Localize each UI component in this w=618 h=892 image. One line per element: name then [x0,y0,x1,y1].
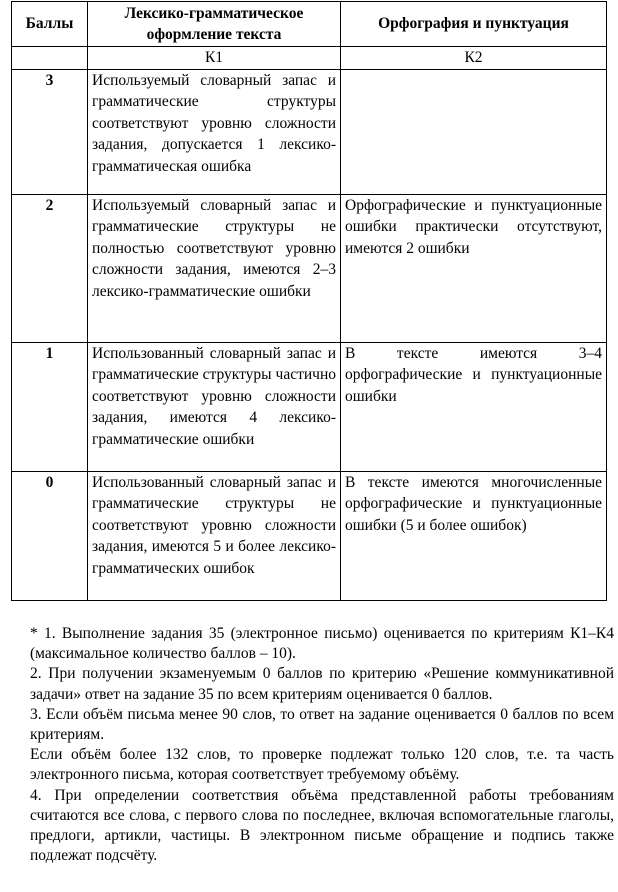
header-score: Баллы [12,2,88,47]
footnote-1: * 1. Выполнение задания 35 (электронное письмо) оценивается по критериям К1–К4 (максимальное количество баллов – 10). [30,625,614,663]
criteria-table [11,1,607,601]
header-row [12,2,607,47]
score-cell: 1 [12,342,88,471]
score-cell: 0 [12,471,88,600]
table-row [12,342,607,471]
k2-cell: Орфографические и пунктуационные ошибки практически отсутствуют, имеются 2 ошибки [341,194,607,342]
footnote-4: 4. При определении соответствия объёма представленной работы требованиям считаются все слова, с первого слова по последнее, включая вспомогательные глаголы, предлоги, артикли, частицы. В электронном письме обращение и подпись также подлежат подсчёту. [30,786,614,865]
criteria-empty-cell [12,47,88,70]
criteria-row [12,47,607,70]
footnote-3: 3. Если объём письма менее 90 слов, то ответ на задание оценивается 0 баллов по всем критериям. [30,705,614,744]
k1-cell: Использованный словарный запас и грамматические структуры не соответствуют уровню сложности задания, имеются 5 и более лексико-грамматических ошибок [88,471,341,600]
score-cell: 3 [12,69,88,194]
criterion-k2: К2 [341,47,607,70]
header-lexical-grammar: Лексико-грамматическое оформление текста [88,2,341,47]
k1-cell: Используемый словарный запас и грамматические структуры соответствуют уровню сложности задания, допускается 1 лексико-грамматическая ошибка [88,69,341,194]
footnote-3-cont: Если объём более 132 слов, то проверке подлежат только 120 слов, т.е. та часть электронного письма, которая соответствует требуемому объёму. [30,746,614,784]
score-cell: 2 [12,194,88,342]
criterion-k1: К1 [88,47,341,70]
k2-cell: В тексте имеются 3–4 орфографические и пунктуационные ошибки [341,342,607,471]
table-row [12,471,607,600]
table-row [12,69,607,194]
footnote-2: 2. При получении экзаменуемым 0 баллов по критерию «Решение коммуникативной задачи» ответ на задание 35 по всем критериям оценивается 0 баллов. [30,665,614,703]
k1-cell: Использованный словарный запас и грамматические структуры частично соответствуют уровню сложности задания, имеются 4 лексико-грамматические ошибки [88,342,341,471]
table-row [12,194,607,342]
header-spelling-punctuation: Орфография и пунктуация [341,2,607,47]
k1-cell: Используемый словарный запас и грамматические структуры не полностью соответствуют уровню сложности задания, имеются 2–3 лексико-грамматические ошибки [88,194,341,342]
k2-cell [341,69,607,194]
footnotes [30,624,614,866]
k2-cell: В тексте имеются многочисленные орфографические и пунктуационные ошибки (5 и более ошибок) [341,471,607,600]
